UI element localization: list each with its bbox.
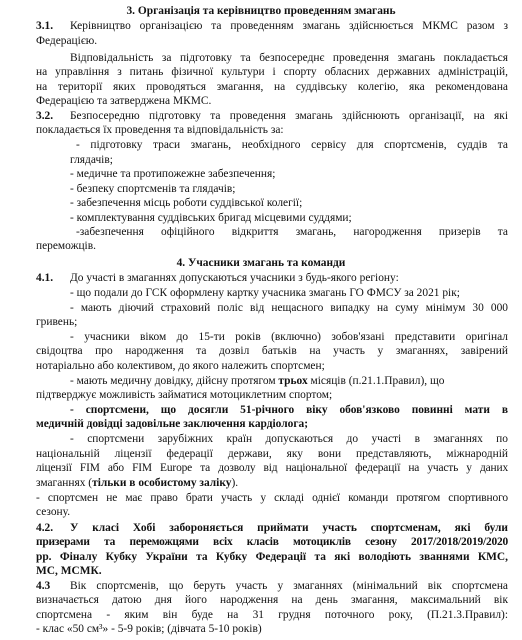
list-item: -забезпечення офіційного відкриття змагань, нагородження призерів та [76, 226, 508, 239]
list-item: - що подали до ГСК оформлену картку учасника змагань ГО ФМСУ за 2021 рік; [70, 287, 460, 300]
list-item: - мають діючий страховий поліс від нещасного випадку на суму мінімум 30 000 [70, 302, 508, 315]
section-3-title: 3. Організація та керівництво проведенням змагань [126, 4, 396, 17]
list-item [36, 476, 238, 491]
clause-4-2-line: рр. Фіналу Кубку України та Кубку Федерації та які володіють званнями КМС, [36, 551, 508, 563]
clause-3-2-line: покладається їх проведення та відповідальність за: [36, 123, 284, 136]
list-item: - медичне та протипожежне забезпечення; [70, 167, 276, 180]
clause-3-1-line: Федерацією. [36, 34, 98, 47]
responsibility-line: на управління з питань фізичної культури і спорту обласних державних адміністрацій, [36, 65, 508, 78]
list-item: свідоцтва про народження та дозвіл батьків на участь у змаганнях, завірений [36, 345, 508, 358]
list-item: - забезпечення місць роботи суддівської колегії; [70, 197, 303, 210]
list-item: сезону. [36, 506, 71, 519]
clause-4-3-line: спортсмена - яким він буде на 31 грудня поточного року, (П.21.3.Правил): [36, 609, 508, 621]
list-item: - безпеку спортсменів та глядачів; [70, 182, 236, 195]
clause-4-2-line: У класі Хобі забороняється приймати участь спортсменам, які були [70, 522, 508, 534]
clause-4-2-line: МС, МСМК. [36, 565, 102, 577]
list-item: - учасники віком до 15-ти років (включно) зобов'язані представити оригінал [70, 331, 508, 344]
list-item-bold: медичній довідці задовільне заключення кардіолога; [36, 418, 308, 431]
clause-4-1-intro: До участі в змаганнях допускаються учасники з будь-якого регіону: [70, 272, 399, 285]
clause-3-1-number: 3.1. [36, 19, 54, 32]
clause-4-3-line: Вік спортсменів, що беруть участь у змаганнях (мінімальний вік спортсмена [70, 580, 508, 592]
list-item: - спортсмен не має право брати участь у складі однієї команди протягом спортивного [36, 492, 508, 505]
list-item: глядачів; [70, 153, 113, 166]
list-item: ліцензії FIM або FIM Europe та дозволу від національної федерації на участь у даних [36, 462, 508, 475]
clause-4-3-number: 4.3 [36, 580, 51, 592]
clause-4-2-line: призерами та переможцями всіх класів мотоциклів сезону 2017/2018/2019/2020 [36, 536, 508, 548]
list-item-text: змаганнях ( [36, 477, 93, 490]
clause-4-2-number: 4.2. [36, 522, 54, 534]
list-item-text: - мають медичну довідку, дійсну протягом [70, 375, 279, 388]
list-item: нотаріально або колективом, до якого належить спортсмен; [36, 360, 325, 373]
list-item-emphasis: трьох [278, 375, 308, 388]
responsibility-line: Відповідальність за підготовку та безпосереднє проведення змагань покладається [70, 51, 508, 64]
clause-4-3-line: визначається датою дня його народження на день змагання, максимальний вік [36, 594, 508, 606]
list-item: - комплектування суддівських бригад місцевими суддями; [70, 211, 352, 224]
list-item: переможців. [36, 240, 96, 253]
responsibility-line: Федерацією та затверджена МКМС. [36, 94, 212, 107]
list-item-bold: - спортсмени, що досягли 51-річного віку обов'язково повинні мати в [70, 404, 508, 417]
list-item [70, 374, 444, 389]
clause-4-3-line: - клас «50 см³» - 5-9 років; (дівчата 5-10 років) [36, 623, 262, 635]
clause-3-1-line: Керівництво організацією та проведенням змагань здійснюється МКМС разом з [70, 19, 508, 32]
list-item: - спортсмени зарубіжних країн допускаються до участі в змаганнях по [70, 433, 508, 446]
list-item-text: ). [231, 477, 239, 490]
section-4-title: 4. Учасники змагань та команди [176, 257, 346, 270]
list-item: національній ліцензії федерації держави, яку вони представляють, міжнародній [36, 448, 508, 461]
clause-3-2-line: Безпосередню підготовку та проведення змагань здійснюють організації, на які [70, 109, 508, 122]
list-item-text: місяців (п.21.1.Правил), що [307, 375, 445, 388]
list-item: підтверджує можливість займатися мотоциклетним спортом; [36, 389, 333, 402]
clause-3-2-number: 3.2. [36, 109, 54, 122]
list-item-emphasis: тільки в особистому заліку [92, 477, 232, 490]
responsibility-line: на території яких проводяться змагання, на суддівську колегію, яка рекомендована [36, 80, 508, 93]
clause-4-1-number: 4.1. [36, 272, 54, 285]
list-item: гривень; [36, 316, 78, 329]
list-item: - підготовку траси змагань, необхідного сервісу для спортсменів, суддів та [76, 138, 508, 151]
